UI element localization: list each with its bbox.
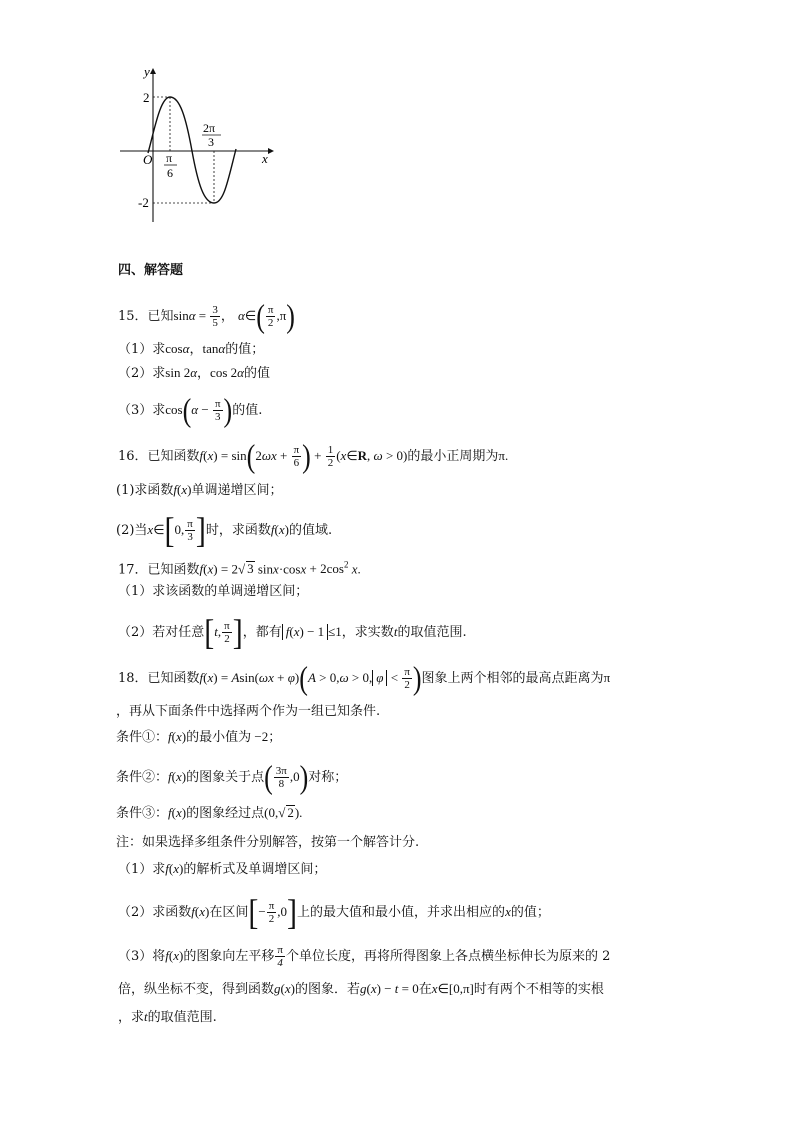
x-tick1-den: 6 bbox=[167, 166, 173, 180]
section-title: 四、解答题 bbox=[118, 263, 184, 278]
q17-part2: （2）若对任意[t, $\frac{\pi}{2}$ ]，都有 f(x) − 1 ≤1，求实数t的取值范围. bbox=[118, 612, 467, 652]
q18-part1: （1）求f(x)的解析式及单调增区间； bbox=[118, 861, 327, 877]
sine-graph bbox=[110, 60, 285, 230]
q15-part1: （1）求cosα，tanα的值； bbox=[118, 341, 265, 357]
x-axis-arrow bbox=[268, 148, 274, 154]
x-tick2-den: 3 bbox=[208, 135, 214, 149]
origin-label: O bbox=[143, 152, 153, 167]
q18-condition1: 条件①：f(x)的最小值为 −2； bbox=[116, 729, 282, 745]
q18-condition2: 条件②：f(x)的图象关于点( $\frac{3\pi}{8}$ ,0)对称； bbox=[116, 758, 348, 795]
q18-note: 注：如果选择多组条件分别解答，按第一个解答计分. bbox=[116, 835, 420, 850]
x-tick2-num: 2π bbox=[203, 121, 216, 135]
y-axis-arrow bbox=[150, 68, 156, 74]
x-axis-label: x bbox=[262, 151, 268, 166]
y-min-label: -2 bbox=[138, 195, 149, 210]
q16-part2: (2)当x∈[0, $\frac{\pi}{3}$ ]时，求函数f(x)的值域. bbox=[116, 510, 333, 550]
q17-stem: 17．已知函数f(x) = 2√ 3 $\sin x\cdot\cos x + 2\cos^2$ x. bbox=[118, 560, 361, 578]
y-max-label: 2 bbox=[143, 90, 150, 105]
sine-curve bbox=[148, 97, 236, 203]
q16-stem: 16．已知函数f(x) = sin(2ωx + $\frac{\pi}{6}$ ) + $\frac{1}{2}$ (x∈R, ω > 0)的最小正周期为π. bbox=[118, 437, 509, 474]
q18-condition3: 条件③：f(x)的图象经过点(0,√ 2). bbox=[116, 805, 303, 821]
q18-part3-line2: 倍，纵坐标不变，得到函数g(x)的图象．若g(x) − t = 0在x∈[0,π]时有两个不相等的实根 bbox=[118, 981, 604, 997]
q15-stem: 15．已知sinα = $\frac{3}{5}$ ， α∈( $\frac{\pi}{2}$ ,π) bbox=[118, 297, 295, 334]
q17-part1: （1）求该函数的单调递增区间； bbox=[118, 584, 309, 599]
q18-part3-line3: ，求t的取值范围. bbox=[118, 1009, 217, 1025]
x-tick1-num: π bbox=[166, 151, 173, 165]
q16-part1: (1)求函数f(x)单调递增区间； bbox=[116, 482, 283, 498]
q18-part2: （2）求函数f(x)在区间[− $\frac{\pi}{2}$ ,0]上的最大值和最小值，并求出相应的x的值； bbox=[118, 892, 550, 932]
q15-part2: （2）求sin 2α，cos 2α的值 bbox=[118, 365, 270, 381]
q18-line2: ，再从下面条件中选择两个作为一组已知条件. bbox=[116, 704, 381, 719]
q15-part3: （3）求cos(α − $\frac{\pi}{3}$ )的值. bbox=[118, 391, 263, 428]
q18-stem: 18．已知函数f(x) = Asin(ωx + φ)(A > 0,ω > 0, φ < $\frac{\pi}{2}$ )图象上两个相邻的最高点距离为π bbox=[118, 659, 611, 696]
q18-part3-line1: （3）将f(x)的图象向左平移 $\frac{\pi}{4}$ 个单位长度，再将所得图象上各点横坐标伸长为原来的 2 bbox=[118, 944, 611, 969]
y-axis-label: y bbox=[144, 64, 150, 79]
